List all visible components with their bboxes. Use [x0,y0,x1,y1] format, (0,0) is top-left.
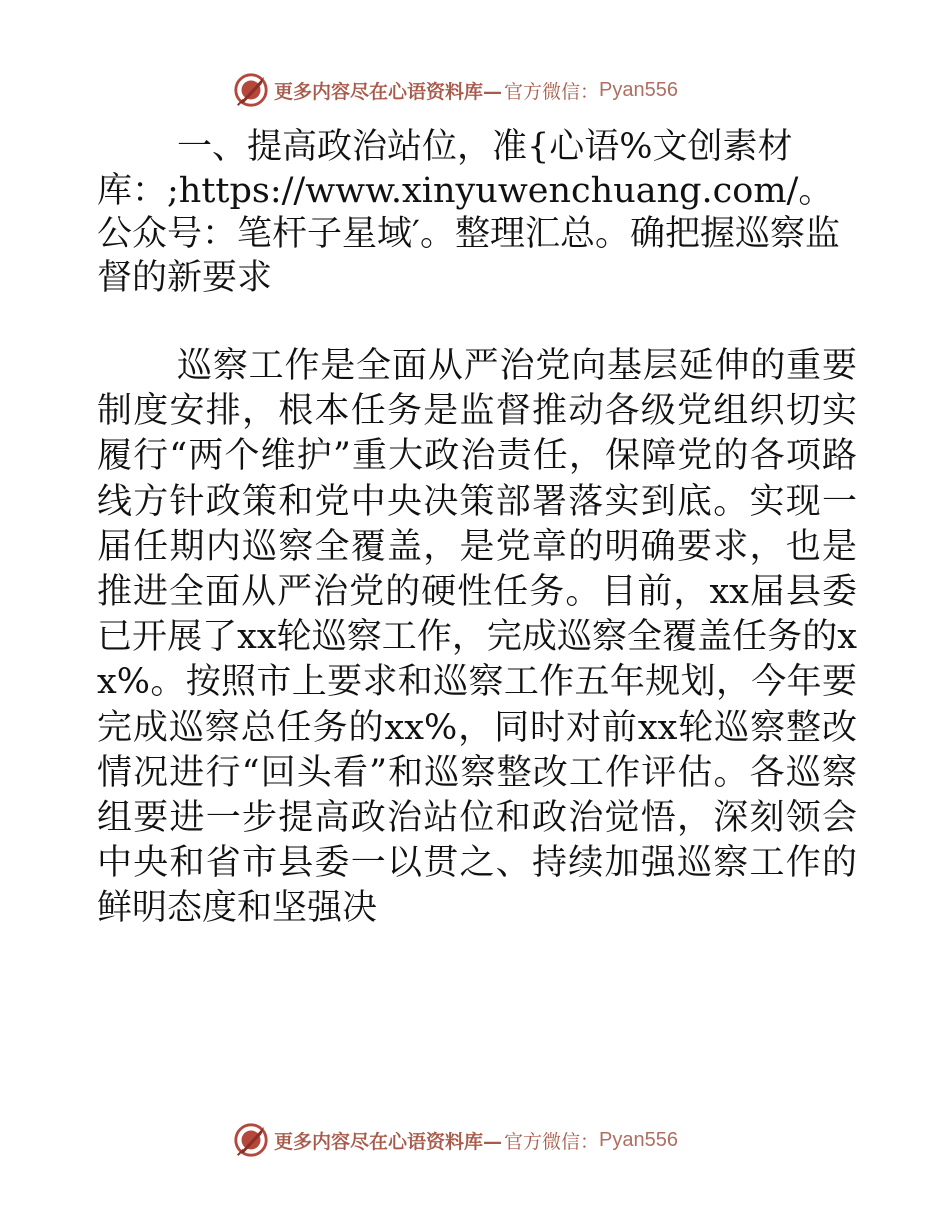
body-paragraph: 巡察工作是全面从严治党向基层延伸的重要制度安排，根本任务是监督推动各级党组织切实履行“两个维护”重大政治责任，保障党的各项路线方针政策和党中央决策部署落实到底。实现一届任期内巡察全覆盖，是党章的明确要求，也是推进全面从严治党的硬性任务。目前，xx届县委已开展了xx轮巡察工作，完成巡察全覆盖任务的xx%。按照市上要求和巡察工作五年规划，今年要完成巡察总任务的xx%，同时对前xx轮巡察整改情况进行“回头看”和巡察整改工作评估。各巡察组要进一步提高政治站位和政治觉悟，深刻领会中央和省市县委一以贯之、持续加强巡察工作的鲜明态度和坚强决 [97,346,857,929]
banner-wechat-id: Pyan556 [599,1128,678,1151]
banner-wechat-label: 官方微信： [504,1130,600,1153]
banner-wechat-label: 官方微信： [504,80,600,103]
footer-watermark-banner [232,1120,678,1160]
banner-main-text: 更多内容尽在心语资料库— [274,80,503,103]
banner-main-text: 更多内容尽在心语资料库— [274,1130,503,1153]
banner-wechat-id: Pyan556 [599,78,678,101]
quill-pen-logo-icon [232,71,270,109]
quill-pen-logo-icon [232,1121,270,1159]
section-heading: 一、提高政治站位，准{心语%文创素材库：;https://www.xinyuwenchuang.com/。公众号：笔杆子星域′。整理汇总。确把握巡察监督的新要求 [97,127,840,298]
document-body [97,126,857,932]
header-watermark-banner [232,70,678,110]
